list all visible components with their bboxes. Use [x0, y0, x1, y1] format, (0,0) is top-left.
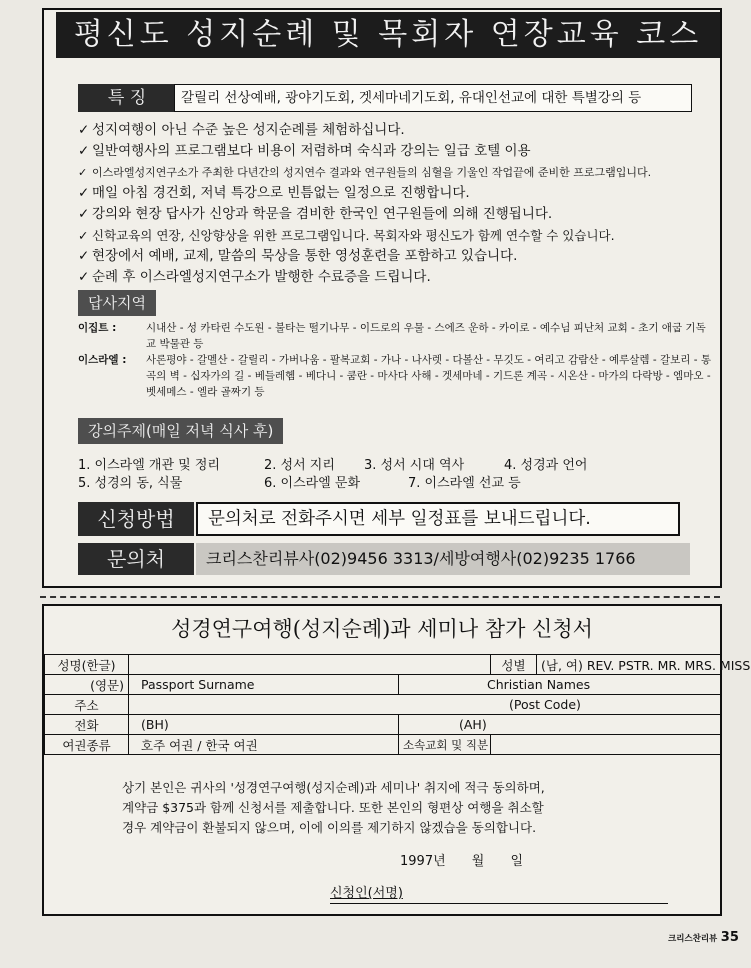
checkmark-icon: ✓ [78, 185, 90, 201]
date-line [400, 850, 545, 869]
lecture-topic-row [78, 454, 698, 472]
application-method-label: 신청방법 [78, 502, 194, 536]
destination-egypt [78, 320, 714, 352]
signature-label: 신청인(서명) [330, 886, 403, 901]
page-footer [668, 930, 739, 945]
feature-bullet: ✓ 성지여행이 아닌 수준 높은 성지순례를 체험하십니다. [78, 120, 718, 141]
checkmark-icon: ✓ [78, 206, 90, 222]
phone-bh-field[interactable]: (BH) [129, 715, 399, 735]
lecture-topic: 2. 성서 지리 [264, 458, 335, 473]
lecture-topic: 3. 성서 시대 역사 [364, 458, 465, 473]
lecture-topic: 4. 성경과 언어 [504, 458, 588, 473]
checkmark-icon: ✓ [78, 143, 90, 159]
feature-bullet: ✓ 신학교육의 연장, 신앙향상을 위한 프로그램입니다. 목회자와 평신도가 함께 연수할 수 있습니다. [78, 225, 718, 246]
passport-type-label: 여권종류 [45, 735, 129, 755]
checkmark-icon: ✓ [78, 248, 90, 264]
feature-bullet: ✓ 매일 아침 경건회, 저녁 특강으로 빈틈없는 일정으로 진행합니다. [78, 183, 718, 204]
signature-field[interactable] [330, 882, 668, 904]
address-field[interactable]: (Post Code) [129, 695, 721, 715]
page-title: 평신도 성지순례 및 목회자 연장교육 코스 [56, 12, 720, 58]
lecture-topic: 5. 성경의 동, 식물 [78, 476, 183, 491]
name-korean-field[interactable] [129, 655, 491, 675]
name-english-label: (영문) [45, 675, 129, 695]
table-row [45, 675, 721, 695]
phone-ah-field[interactable]: (AH) [399, 715, 721, 735]
christian-names-field[interactable]: Christian Names [399, 675, 721, 695]
table-row [45, 735, 721, 755]
feature-bullet: ✓ 이스라엘성지연구소가 주최한 다년간의 성지연수 결과와 연구원들의 심혈을 기울인 작업끝에 준비한 프로그램입니다. [78, 162, 718, 183]
church-position-label: 소속교회 및 직분 [399, 735, 491, 755]
lecture-topic-row [78, 472, 698, 490]
destination-israel [78, 352, 714, 400]
gender-title-options[interactable]: (남, 여) REV. PSTR. MR. MRS. MISS [537, 655, 721, 675]
publication-name: 크리스찬리뷰 [668, 934, 718, 944]
destinations-label: 답사지역 [78, 290, 156, 316]
checkmark-icon: ✓ [78, 228, 89, 243]
address-label: 주소 [45, 695, 129, 715]
destination-country: 이집트 : [78, 322, 117, 334]
table-row [45, 655, 721, 675]
passport-surname-field[interactable]: Passport Surname [129, 675, 399, 695]
application-form-box [42, 604, 722, 916]
feature-bullet: ✓ 일반여행사의 프로그램보다 비용이 저렴하며 숙식과 강의는 일급 호텔 이용 [78, 141, 718, 162]
contact-phone-numbers: 크리스찬리뷰사(02)9456 3313/세방여행사(02)9235 1766 [196, 543, 690, 575]
features-summary: 갈릴리 선상예배, 광야기도회, 겟세마네기도회, 유대인선교에 대한 특별강의 등 [174, 84, 692, 112]
lecture-topic: 7. 이스라엘 선교 등 [408, 476, 521, 491]
date-month[interactable]: 월 [471, 854, 485, 869]
name-korean-label: 성명(한글) [45, 655, 129, 675]
checkmark-icon: ✓ [78, 166, 88, 179]
date-day[interactable]: 일 [510, 854, 524, 869]
destination-list: 사론평야 - 갈멜산 - 갈릴리 - 가버나움 - 팔복교회 - 가나 - 나사렛 - 다볼산 - 무깃도 - 여리고 감람산 - 예루살렘 - 갈보리 - 통곡의 벽 - 십자가의 길 - 베들레헴 - 베다니 - 쿰란 - 마사다 사해 - 겟세마네 - 기드론 계곡 - 시온산 - 마가의 다락방 - 엠마오 - 벳세메스 - 엘라 골짜기 등 [146, 354, 712, 398]
application-method-text: 문의처로 전화주시면 세부 일정표를 보내드립니다. [196, 502, 680, 536]
page-number: 35 [720, 930, 739, 945]
table-row [45, 695, 721, 715]
destination-country: 이스라엘 : [78, 354, 127, 366]
consent-statement: 상기 본인은 귀사의 '성경연구여행(성지순례)과 세미나' 취지에 적극 동의하며, 계약금 $375과 함께 신청서를 제출합니다. 또한 본인의 형편상 여행을 취소할 경우 계약금이 환불되지 않으며, 이에 이의를 제기하지 않겠습을 동의합니다. [122, 780, 545, 835]
lectures-label: 강의주제(매일 저녁 식사 후) [78, 418, 283, 444]
lecture-topic-list [78, 454, 698, 490]
form-title: 성경연구여행(성지순례)과 세미나 참가 신청서 [171, 617, 593, 641]
checkmark-icon: ✓ [78, 122, 90, 138]
destination-list: 시내산 - 성 카타린 수도원 - 불타는 떨기나무 - 이드로의 우물 - 스에즈 운하 - 카이로 - 예수님 피난처 교회 - 초기 애굽 기독교 박물관 등 [146, 322, 706, 350]
lecture-topic: 1. 이스라엘 개관 및 정리 [78, 458, 220, 473]
passport-type-options[interactable]: 호주 여권 / 한국 여권 [129, 735, 399, 755]
feature-bullet: ✓ 순례 후 이스라엘성지연구소가 발행한 수료증을 드립니다. [78, 267, 718, 288]
table-row [45, 715, 721, 735]
feature-bullet: ✓ 강의와 현장 답사가 신앙과 학문을 겸비한 한국인 연구원들에 의해 진행됩니다. [78, 204, 718, 225]
phone-label: 전화 [45, 715, 129, 735]
application-form-table [44, 654, 751, 755]
date-year: 1997년 [400, 854, 446, 869]
lecture-topic: 6. 이스라엘 문화 [264, 476, 361, 491]
feature-bullet: ✓ 현장에서 예배, 교제, 말씀의 묵상을 통한 영성훈련을 포함하고 있습니다. [78, 246, 718, 267]
features-label: 특 징 [78, 84, 176, 112]
checkmark-icon: ✓ [78, 269, 90, 285]
contact-label: 문의처 [78, 543, 194, 575]
gender-label: 성별 [491, 655, 537, 675]
feature-bullet-list [78, 120, 718, 288]
church-position-field[interactable] [491, 735, 721, 755]
cut-line-divider [40, 596, 720, 598]
